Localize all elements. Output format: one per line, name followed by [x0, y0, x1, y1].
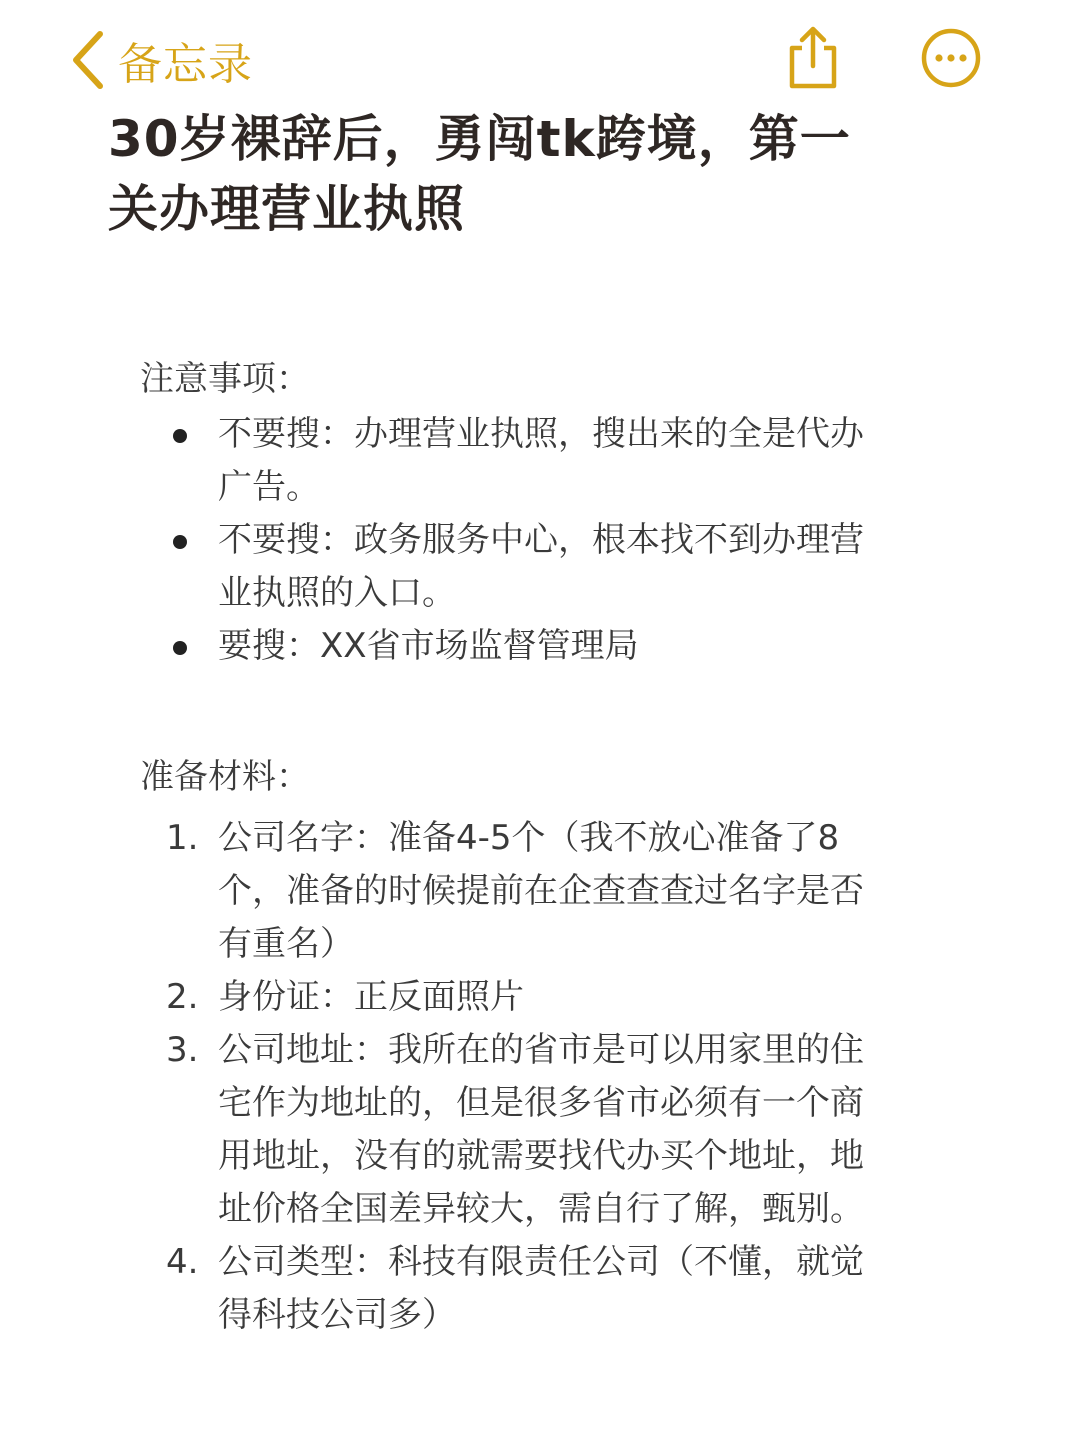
- list-item: [140, 1236, 888, 1342]
- list-item: [140, 1024, 888, 1236]
- more-icon: [920, 27, 982, 89]
- list-item: [140, 514, 888, 620]
- list-item-text: 身份证：正反面照片: [218, 977, 524, 1017]
- note-title[interactable]: 30岁裸辞后，勇闯tk跨境，第一关办理营业执照: [108, 110, 851, 238]
- share-icon: [782, 24, 844, 92]
- list-number: 1.: [166, 818, 199, 858]
- bullet-dot-icon: [173, 535, 187, 549]
- list-item-text: 不要搜：政务服务中心，根本找不到办理营业执照的入口。: [218, 520, 864, 613]
- notes-section-heading: 注意事项：: [140, 359, 310, 399]
- list-item-text: 要搜：XX省市场监督管理局: [218, 626, 639, 666]
- list-number: 2.: [166, 977, 199, 1017]
- list-item: [140, 408, 888, 514]
- notes-bullet-list: [140, 408, 900, 673]
- list-item-text: 不要搜：办理营业执照，搜出来的全是代办广告。: [218, 414, 864, 507]
- list-item: [140, 812, 888, 971]
- bullet-dot-icon: [173, 429, 187, 443]
- list-item-text: 公司类型：科技有限责任公司（不懂，就觉得科技公司多）: [218, 1242, 864, 1335]
- back-button[interactable]: [70, 28, 253, 92]
- share-button[interactable]: [782, 24, 844, 92]
- materials-numbered-list: [140, 812, 900, 1342]
- chevron-left-icon: [70, 28, 110, 92]
- bullet-dot-icon: [173, 641, 187, 655]
- note-body[interactable]: [140, 350, 900, 1342]
- materials-section-heading: 准备材料：: [140, 757, 310, 797]
- navigation-bar: [0, 0, 1080, 120]
- list-number: 4.: [166, 1242, 199, 1282]
- list-number: 3.: [166, 1030, 199, 1070]
- list-item-text: 公司地址：我所在的省市是可以用家里的住宅作为地址的，但是很多省市必须有一个商用地址，没有的就需要找代办买个地址，地址价格全国差异较大，需自行了解，甄别。: [218, 1030, 864, 1229]
- section-spacer: [140, 673, 900, 748]
- list-item-text: 公司名字：准备4-5个（我不放心准备了8个，准备的时候提前在企查查查过名字是否有重名）: [218, 818, 864, 964]
- list-item: [140, 620, 888, 673]
- list-item: [140, 971, 888, 1024]
- more-button[interactable]: [920, 27, 982, 89]
- back-label: 备忘录: [118, 39, 253, 90]
